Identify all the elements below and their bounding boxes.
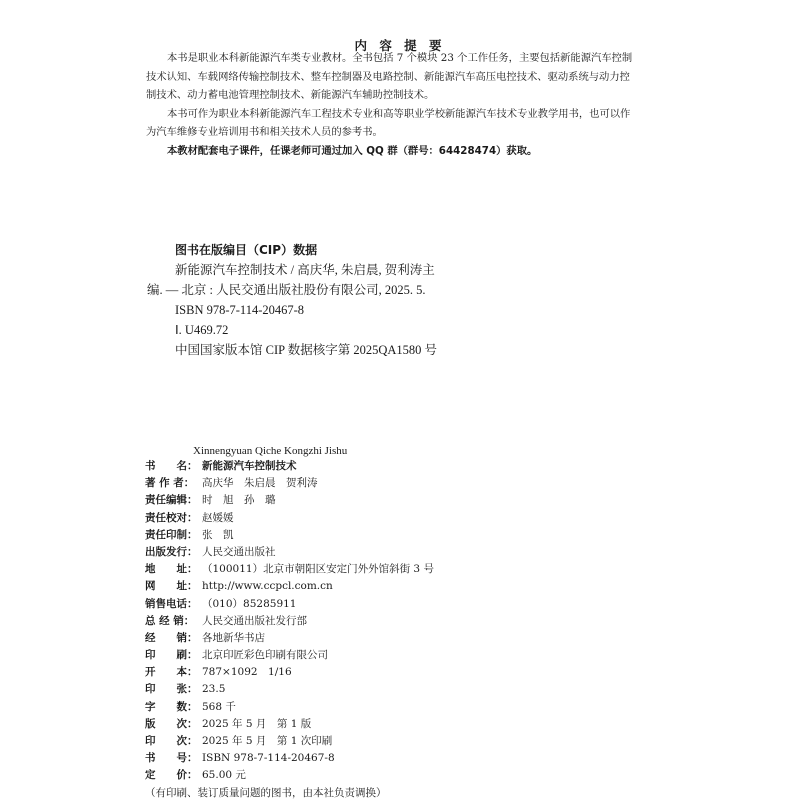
- summary-paragraph-1: [146, 49, 656, 160]
- summary-title: 内 容 提 要: [354, 38, 446, 53]
- row-value: 人民交通出版社发行部: [202, 614, 307, 627]
- colophon-row: [145, 664, 565, 681]
- colophon-row: [145, 750, 565, 767]
- row-label: 总 经 销：: [145, 614, 195, 627]
- colophon-row: [145, 492, 565, 509]
- row-label: 印 次：: [145, 735, 198, 747]
- summary-line: 技术认知、车载网络传输控制技术、整车控制器及电路控制、新能源汽车高压电控技术、驱动系统与动力控: [146, 70, 630, 83]
- row-value: 787×1092 1/16: [202, 666, 292, 679]
- row-label: 版 次：: [145, 717, 198, 730]
- colophon-row: [145, 544, 565, 561]
- footnote-text: （有印刷、装订质量问题的图书，由本社负责调换）: [145, 786, 387, 799]
- colophon-row: [145, 458, 565, 475]
- row-value: ISBN 978-7-114-20467-8: [202, 752, 335, 765]
- colophon-row: [145, 716, 565, 733]
- summary-line: 为汽车维修专业培训用书和相关技术人员的参考书。: [146, 126, 383, 138]
- colophon-footnote: [145, 785, 565, 802]
- row-label: 责任编辑：: [145, 494, 198, 507]
- row-value: http://www.ccpcl.com.cn: [202, 580, 333, 593]
- cip-publisher-line: 编. — 北京 : 人民交通出版社股份有限公司, 2025. 5.: [147, 283, 426, 297]
- cip-heading: 图书在版编目（CIP）数据: [175, 243, 318, 257]
- row-value: （100011）北京市朝阳区安定门外外馆斜街 3 号: [202, 563, 434, 576]
- colophon-row: [145, 510, 565, 527]
- cip-record-number-line: 中国国家版本馆 CIP 数据核字第 2025QA1580 号: [175, 343, 438, 357]
- row-value: 北京印匠彩色印刷有限公司: [202, 649, 328, 662]
- row-label: 著 作 者：: [145, 477, 195, 490]
- row-value: 人民交通出版社: [202, 545, 276, 558]
- row-label: 出版发行：: [145, 545, 198, 558]
- row-label: 经 销：: [145, 631, 198, 644]
- colophon-row: [145, 630, 565, 647]
- row-value: 新能源汽车控制技术: [202, 460, 297, 472]
- summary-courseware-note: 本教材配套电子课件，任课老师可通过加入 QQ 群（群号：64428474）获取。: [167, 144, 538, 157]
- row-label: 书 名：: [145, 460, 198, 472]
- row-label: 字 数：: [145, 700, 198, 713]
- row-value: 2025 年 5 月 第 1 次印刷: [202, 735, 333, 747]
- row-value: （010）85285911: [202, 597, 297, 610]
- colophon-table: [145, 458, 565, 802]
- colophon-row: [145, 613, 565, 630]
- row-label: 印 刷：: [145, 649, 198, 662]
- row-label: 责任印制：: [145, 528, 198, 541]
- row-label: 书 号：: [145, 752, 198, 765]
- cip-classification-line: Ⅰ. U469.72: [175, 323, 229, 337]
- row-value: 张 凯: [202, 528, 234, 541]
- row-label: 销售电话：: [145, 597, 198, 610]
- row-value: 2025 年 5 月 第 1 版: [202, 717, 312, 730]
- row-label: 网 址：: [145, 580, 198, 593]
- row-value: 23.5: [202, 683, 226, 696]
- row-label: 印 张：: [145, 683, 198, 696]
- colophon-row: [145, 527, 565, 544]
- summary-line: 本书可作为职业本科新能源汽车工程技术专业和高等职业学校新能源汽车技术专业教学用书，也可以作: [167, 107, 631, 120]
- row-label: 开 本：: [145, 666, 198, 679]
- colophon-row: [145, 578, 565, 595]
- row-value: 各地新华书店: [202, 631, 265, 644]
- summary-line: 制技术、动力蓄电池管理控制技术、新能源汽车辅助控制技术。: [146, 89, 435, 101]
- colophon-row: [145, 561, 565, 578]
- row-value: 568 千: [202, 700, 236, 713]
- cip-title-line: 新能源汽车控制技术 / 高庆华, 朱启晨, 贺利涛主: [175, 263, 435, 277]
- colophon-row: [145, 596, 565, 613]
- row-label: 地 址：: [145, 563, 198, 576]
- colophon-row: [145, 475, 565, 492]
- row-label: 定 价：: [145, 769, 198, 782]
- colophon-row: [145, 647, 565, 664]
- cip-isbn-line: ISBN 978-7-114-20467-8: [175, 303, 305, 317]
- row-value: 高庆华 朱启晨 贺利涛: [202, 477, 318, 490]
- summary-line: 本书是职业本科新能源汽车类专业教材。全书包括 7 个模块 23 个工作任务，主要包括新能源汽车控制: [167, 52, 633, 64]
- row-value: 时 旭 孙 璐: [202, 494, 276, 507]
- colophon-row: [145, 767, 565, 784]
- cip-block: [147, 240, 575, 360]
- pinyin-title: Xinnengyuan Qiche Kongzhi Jishu: [193, 445, 348, 457]
- colophon-row: [145, 733, 565, 750]
- row-label: 责任校对：: [145, 511, 198, 524]
- colophon-row: [145, 699, 565, 716]
- row-value: 65.00 元: [202, 769, 246, 782]
- colophon-row: [145, 681, 565, 698]
- row-value: 赵媛媛: [202, 511, 234, 524]
